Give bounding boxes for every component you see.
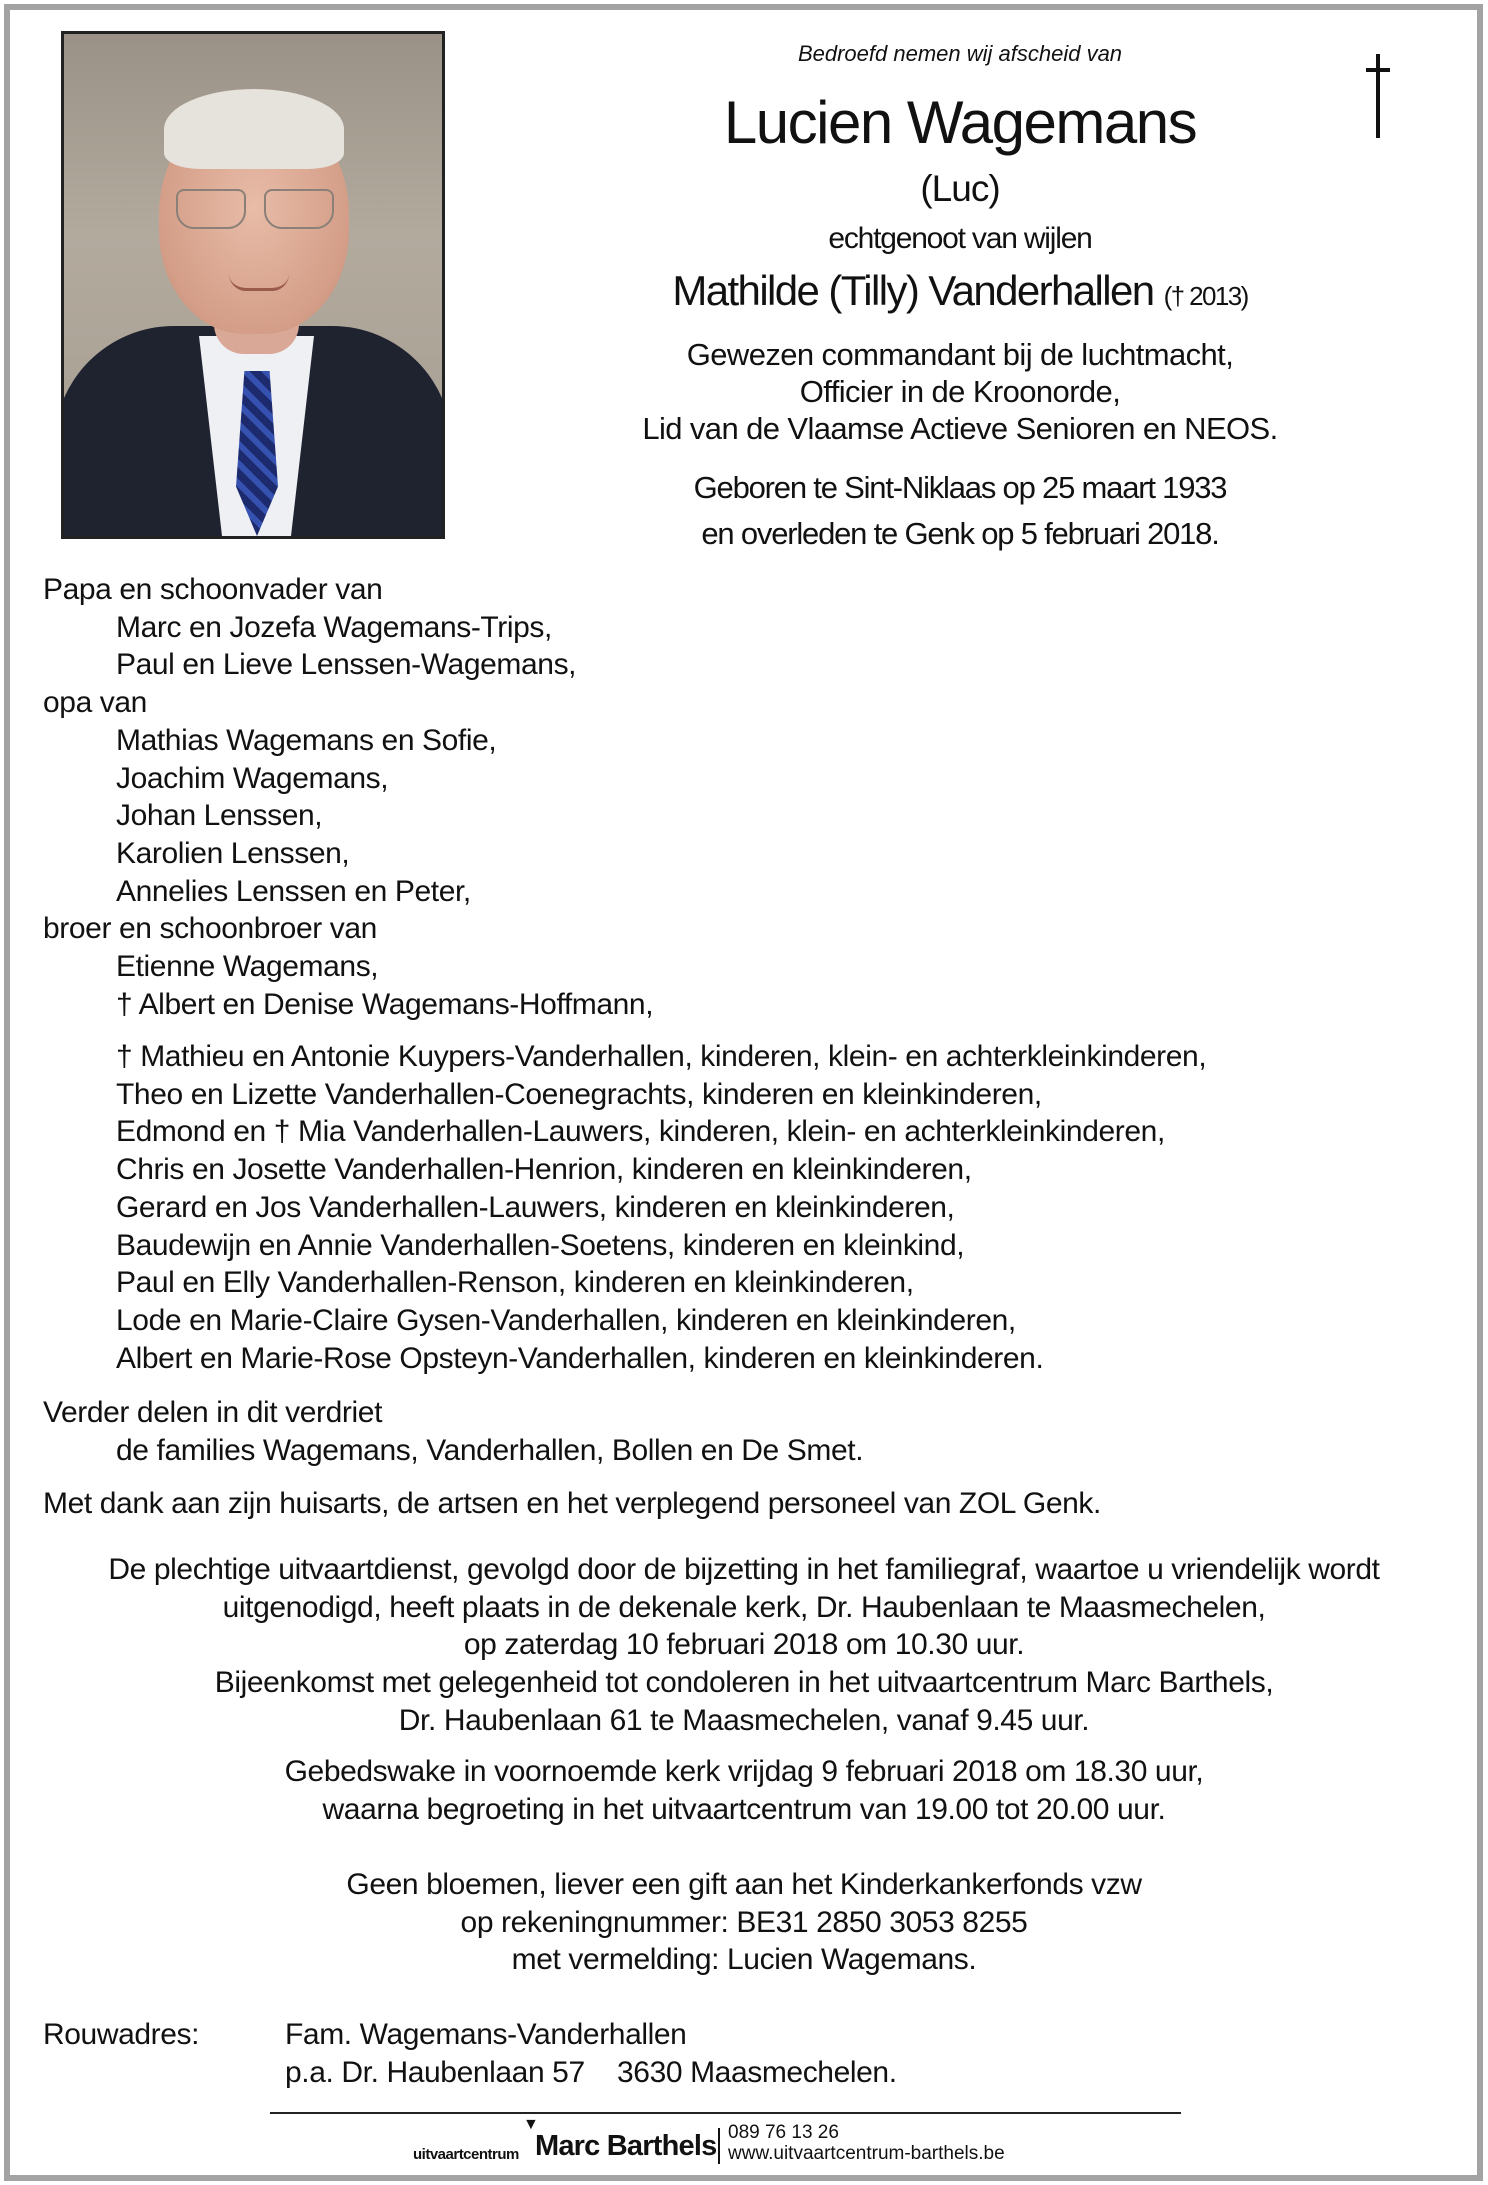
triangle-icon: ▼ [523, 2116, 539, 2133]
in-law-line: Lode en Marie-Claire Gysen-Vanderhallen, kinderen en kleinkinderen, [116, 1303, 1016, 1337]
donation-line: Geen bloemen, liever een gift aan het Kinderkankerfonds vzw [346, 1868, 1142, 1901]
in-law-line: Baudewijn en Annie Vanderhallen-Soetens, kinderen en kleinkind, [116, 1228, 965, 1262]
in-law-line: Edmond en † Mia Vanderhallen-Lauwers, kinderen, klein- en achterkleinkinderen, [116, 1115, 1165, 1149]
family-line: Papa en schoonvader van [43, 573, 383, 606]
in-law-line: † Mathieu en Antonie Kuypers-Vanderhallen, kinderen, klein- en achterkleinkinderen, [116, 1040, 1207, 1073]
address-line1: Fam. Wagemans-Vanderhallen [285, 2018, 687, 2051]
intro-text: Bedroefd nemen wij afscheid van [797, 41, 1123, 66]
service-line: De plechtige uitvaartdienst, gevolgd door de bijzetting in het familiegraf, waartoe u vriendelijk wordt [108, 1553, 1380, 1586]
titles [560, 336, 1360, 447]
family-line: Mathias Wagemans en Sofie, [116, 723, 497, 757]
families-text: de families Wagemans, Vanderhallen, Bollen en De Smet. [116, 1434, 864, 1467]
death-line: en overleden te Genk op 5 februari 2018. [701, 516, 1219, 551]
spouse-name: Mathilde (Tilly) Vanderhallen [672, 267, 1154, 314]
spouse-death: († 2013) [1163, 281, 1248, 311]
logo-brand: Marc Barthels [535, 2130, 717, 2162]
logo-prefix: uitvaartcentrum [413, 2146, 519, 2163]
family-line: Marc en Jozefa Wagemans-Trips, [116, 610, 552, 644]
title-line: Officier in de Kroonorde, [799, 374, 1121, 409]
address-label: Rouwadres: [43, 2018, 200, 2051]
deceased-name: Lucien Wagemans [723, 89, 1197, 156]
wake-line: waarna begroeting in het uitvaartcentrum van 19.00 tot 20.00 uur. [322, 1792, 1166, 1826]
cross-icon [1360, 54, 1396, 138]
further-text: Verder delen in dit verdriet [43, 1396, 383, 1429]
family-line: opa van [43, 686, 147, 720]
family-line: Karolien Lenssen, [116, 836, 350, 870]
footer-divider [270, 2112, 1181, 2114]
family-line: Joachim Wagemans, [116, 761, 389, 795]
footer-website[interactable]: www.uitvaartcentrum-barthels.be [728, 2143, 1005, 2164]
family-line: Annelies Lenssen en Peter, [116, 874, 471, 908]
spouse-name-line [560, 267, 1360, 315]
family-line: broer en schoonbroer van [43, 912, 377, 946]
family-line: Johan Lenssen, [116, 799, 323, 833]
service-line: op zaterdag 10 februari 2018 om 10.30 uur. [463, 1628, 1025, 1662]
spouse-intro: echtgenoot van wijlen [828, 222, 1092, 255]
service-line: uitgenodigd, heeft plaats in de dekenale kerk, Dr. Haubenlaan te Maasmechelen, [222, 1590, 1266, 1624]
portrait-photo [61, 31, 445, 539]
in-law-line: Gerard en Jos Vanderhallen-Lauwers, kinderen en kleinkinderen, [116, 1190, 955, 1224]
in-law-line: Chris en Josette Vanderhallen-Henrion, kinderen en kleinkinderen, [116, 1153, 972, 1187]
nickname: (Luc) [920, 168, 1000, 209]
service-line: Dr. Haubenlaan 61 te Maasmechelen, vanaf 9.45 uur. [398, 1703, 1090, 1737]
thanks-text: Met dank aan zijn huisarts, de artsen en het verplegend personeel van ZOL Genk. [43, 1487, 1101, 1520]
address-city: 3630 Maasmechelen. [617, 2056, 897, 2089]
address-line2: p.a. Dr. Haubenlaan 57 [285, 2056, 585, 2089]
in-law-line: Albert en Marie-Rose Opsteyn-Vanderhallen, kinderen en kleinkinderen. [116, 1341, 1044, 1375]
logo-separator [718, 2128, 720, 2164]
donation-line: met vermelding: Lucien Wagemans. [511, 1943, 977, 1977]
title-line: Gewezen commandant bij de luchtmacht, [686, 337, 1234, 372]
family-line: Paul en Lieve Lenssen-Wagemans, [116, 648, 577, 682]
wake-line: Gebedswake in voornoemde kerk vrijdag 9 februari 2018 om 18.30 uur, [284, 1755, 1204, 1788]
birth-line: Geboren te Sint-Niklaas op 25 maart 1933 [693, 470, 1227, 505]
in-law-line: Paul en Elly Vanderhallen-Renson, kinderen en kleinkinderen, [116, 1266, 914, 1300]
title-line: Lid van de Vlaamse Actieve Senioren en NEOS. [642, 411, 1278, 446]
service-line: Bijeenkomst met gelegenheid tot condoleren in het uitvaartcentrum Marc Barthels, [214, 1666, 1274, 1700]
footer-phone: 089 76 13 26 [728, 2122, 839, 2143]
donation-line: op rekeningnummer: BE31 2850 3053 8255 [460, 1905, 1028, 1939]
family-line: † Albert en Denise Wagemans-Hoffmann, [116, 987, 654, 1021]
family-line: Etienne Wagemans, [116, 950, 379, 983]
in-law-line: Theo en Lizette Vanderhallen-Coenegrachts, kinderen en kleinkinderen, [116, 1077, 1042, 1111]
